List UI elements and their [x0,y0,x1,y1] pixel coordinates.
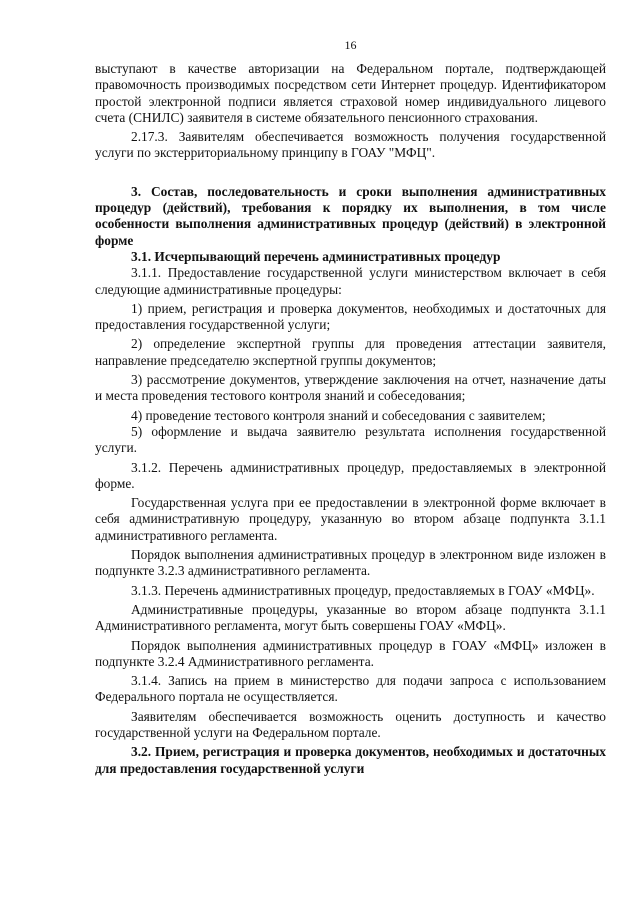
paragraph-2-17-3: 2.17.3. Заявителям обеспечивается возможность получения государственной услуги по экстерриториальному принципу в ГОАУ "МФЦ". [95,129,606,161]
paragraph-electronic-form: Государственная услуга при ее предоставлении в электронной форме включает в себя административную процедуру, указанную во втором абзаце подпункта 3.1.1 административного регламента. [95,495,606,543]
list-item-3: 3) рассмотрение документов, утверждение заключения на отчет, назначение даты и места проведения тестового контроля знаний и собеседования; [95,372,606,404]
subsection-3-2-heading: 3.2. Прием, регистрация и проверка документов, необходимых и достаточных для предоставления государственной услуги [95,744,606,776]
subsection-3-1-heading: 3.1. Исчерпывающий перечень административных процедур [131,248,501,264]
paragraph-mfc-order: Порядок выполнения административных процедур в ГОАУ «МФЦ» изложен в подпункте 3.2.4 Административного регламента. [95,637,606,669]
list-item-4: 4) проведение тестового контроля знаний и собеседования с заявителем; [131,407,546,423]
paragraph-mfc-procedures: Административные процедуры, указанные во втором абзаце подпункта 3.1.1 Административного регламента, могут быть совершены ГОАУ «МФЦ». [95,601,606,634]
paragraph-3-1-1: 3.1.1. Предоставление государственной услуги министерством включает в себя следующие административные процедуры: [95,265,606,297]
list-item-1: 1) прием, регистрация и проверка документов, необходимых и достаточных для предоставления государственной услуги; [95,300,606,333]
paragraph-quality-assessment: Заявителям обеспечивается возможность оценить доступность и качество государственной услуги на Федеральном портале. [95,708,606,740]
document-body [95,61,606,777]
page-number: 16 [344,38,357,52]
section-3-heading: 3. Состав, последовательность и сроки выполнения административных процедур (действий), требования к порядку их выполнения, в том числе особенности выполнения административных процедур (действий) в электронной форме [95,183,606,248]
list-item-5: 5) оформление и выдача заявителю результата исполнения государственной услуги. [95,423,606,456]
paragraph-3-1-4: 3.1.4. Запись на прием в министерство для подачи запроса с использованием Федерального портала не осуществляется. [95,673,606,705]
paragraph-3-1-2: 3.1.2. Перечень административных процедур, предоставляемых в электронной форме. [95,459,606,491]
paragraph-electronic-order: Порядок выполнения административных процедур в электронном виде изложен в подпункте 3.2.3 административного регламента. [95,547,606,579]
paragraph-3-1-3: 3.1.3. Перечень административных процедур, предоставляемых в ГОАУ «МФЦ». [131,582,595,598]
list-item-2: 2) определение экспертной группы для проведения аттестации заявителя, направление председателю экспертной группы документов; [95,336,606,368]
paragraph-esign-continuation: выступают в качестве авторизации на Федеральном портале, подтверждающей правомочность производимых посредством сети Интернет процедур. Идентификатором простой электронной подписи является страховой номер индивидуального лицевого счета (СНИЛС) заявителя в системе обязательного пенсионного страхования. [95,61,606,125]
